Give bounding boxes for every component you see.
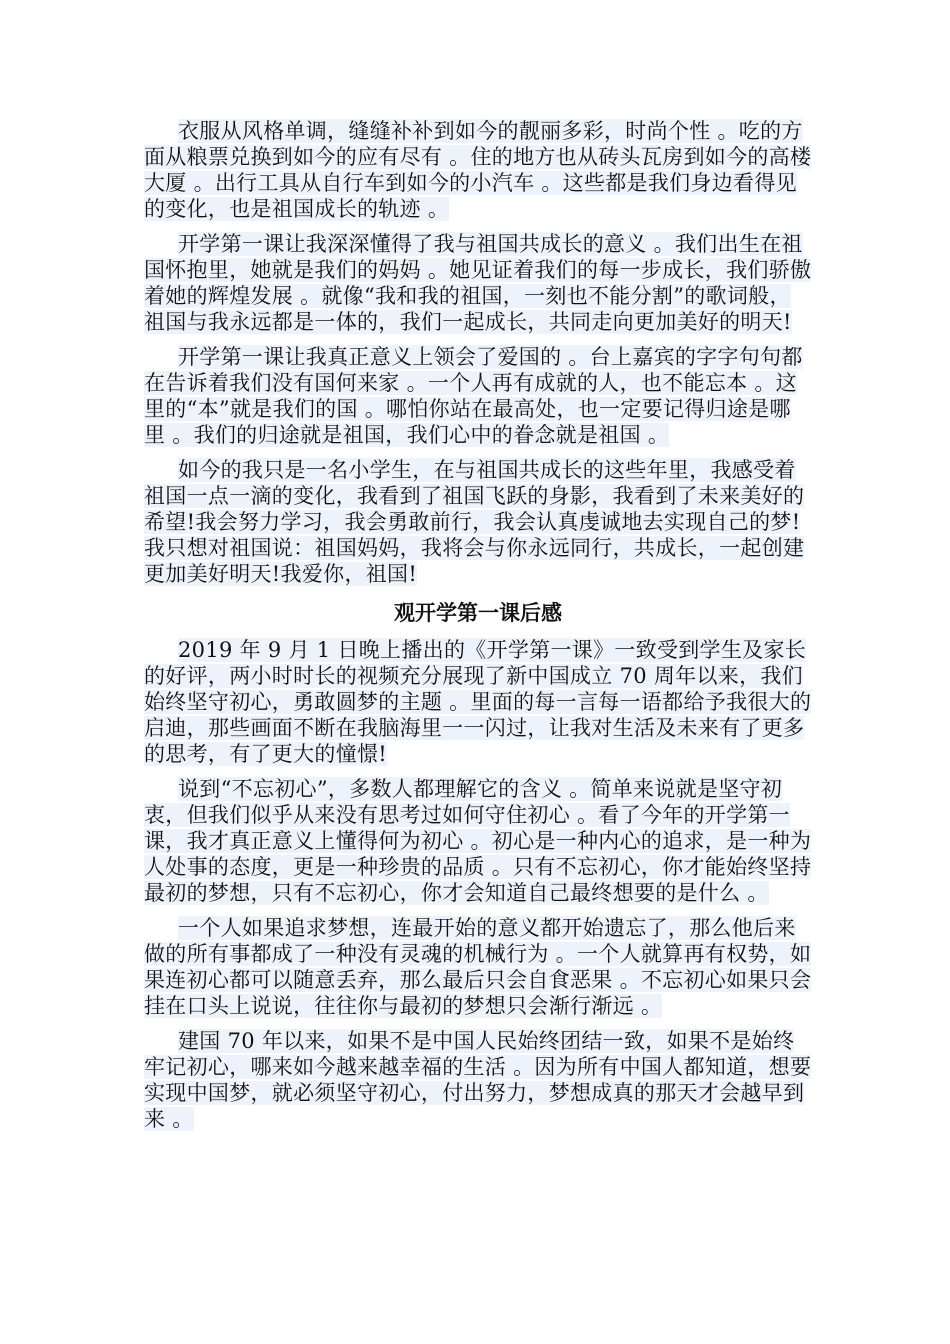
paragraph-text: 2019 年 9 月 1 日晚上播出的《开学第一课》一致受到学生及家长的好评，两小时时长的视频充分展现了新中国成立 70 周年以来，我们始终坚守初心，勇敢圆梦的主题 。里面的每一言每一语都给予我很大的启迪，那些画面不断在我脑海里一一闪过，让我对生活及未来有了更多的思考，有了更大的憧憬! xyxy=(144,638,812,766)
paragraph-text: 说到“不忘初心”，多数人都理解它的含义 。简单来说就是坚守初衷，但我们似乎从来没有思考过如何守住初心 。看了今年的开学第一课，我才真正意义上懂得何为初心 。初心是一种内心的追求，是一种为人处事的态度，更是一种珍贵的品质 。只有不忘初心，你才能始终坚持最初的梦想，只有不忘初心，你才会知道自己最终想要的是什么 。 xyxy=(144,777,812,905)
paragraph xyxy=(144,344,812,448)
paragraph xyxy=(144,118,812,222)
paragraph xyxy=(144,1028,812,1132)
paragraph-text: 如今的我只是一名小学生，在与祖国共成长的这些年里，我感受着祖国一点一滴的变化，我看到了祖国飞跃的身影，我看到了未来美好的希望!我会努力学习，我会勇敢前行，我会认真虔诚地去实现自己的梦!我只想对祖国说：祖国妈妈，我将会与你永远同行，共成长，一起创建更加美好明天!我爱你，祖国! xyxy=(144,458,805,586)
paragraph-text: 衣服从风格单调，缝缝补补到如今的靓丽多彩，时尚个性 。吃的方面从粮票兑换到如今的应有尽有 。住的地方也从砖头瓦房到如今的高楼大厦 。出行工具从自行车到如今的小汽车 。这些都是我们身边看得见的变化，也是祖国成长的轨迹 。 xyxy=(144,119,812,221)
paragraph-text: 开学第一课让我深深懂得了我与祖国共成长的意义 。我们出生在祖国怀抱里，她就是我们的妈妈 。她见证着我们的每一步成长，我们骄傲着她的辉煌发展 。就像“我和我的祖国，一刻也不能分割”的歌词般，祖国与我永远都是一体的，我们一起成长，共同走向更加美好的明天! xyxy=(144,232,812,334)
section-heading: 观开学第一课后感 xyxy=(394,600,562,625)
paragraph-text: 一个人如果追求梦想，连最开始的意义都开始遗忘了，那么他后来做的所有事都成了一种没有灵魂的机械行为 。一个人就算再有权势，如果连初心都可以随意丢弃，那么最后只会自食恶果 。不忘初心如果只会挂在口头上说说，往往你与最初的梦想只会渐行渐远 。 xyxy=(144,916,812,1018)
paragraph xyxy=(144,915,812,1019)
paragraph-text: 建国 70 年以来，如果不是中国人民始终团结一致，如果不是始终牢记初心，哪来如今越来越幸福的生活 。因为所有中国人都知道，想要实现中国梦，就必须坚守初心，付出努力，梦想成真的那天才会越早到来 。 xyxy=(144,1029,812,1131)
paragraph xyxy=(144,231,812,335)
paragraph xyxy=(144,457,812,587)
document-page xyxy=(144,118,812,1141)
paragraph xyxy=(144,637,812,767)
paragraph-text: 开学第一课让我真正意义上领会了爱国的 。台上嘉宾的字字句句都在告诉着我们没有国何来家 。一个人再有成就的人，也不能忘本 。这里的“本”就是我们的国 。哪怕你站在最高处，也一定要记得归途是哪里 。我们的归途就是祖国，我们心中的眷念就是祖国 。 xyxy=(144,345,803,447)
paragraph xyxy=(144,776,812,906)
